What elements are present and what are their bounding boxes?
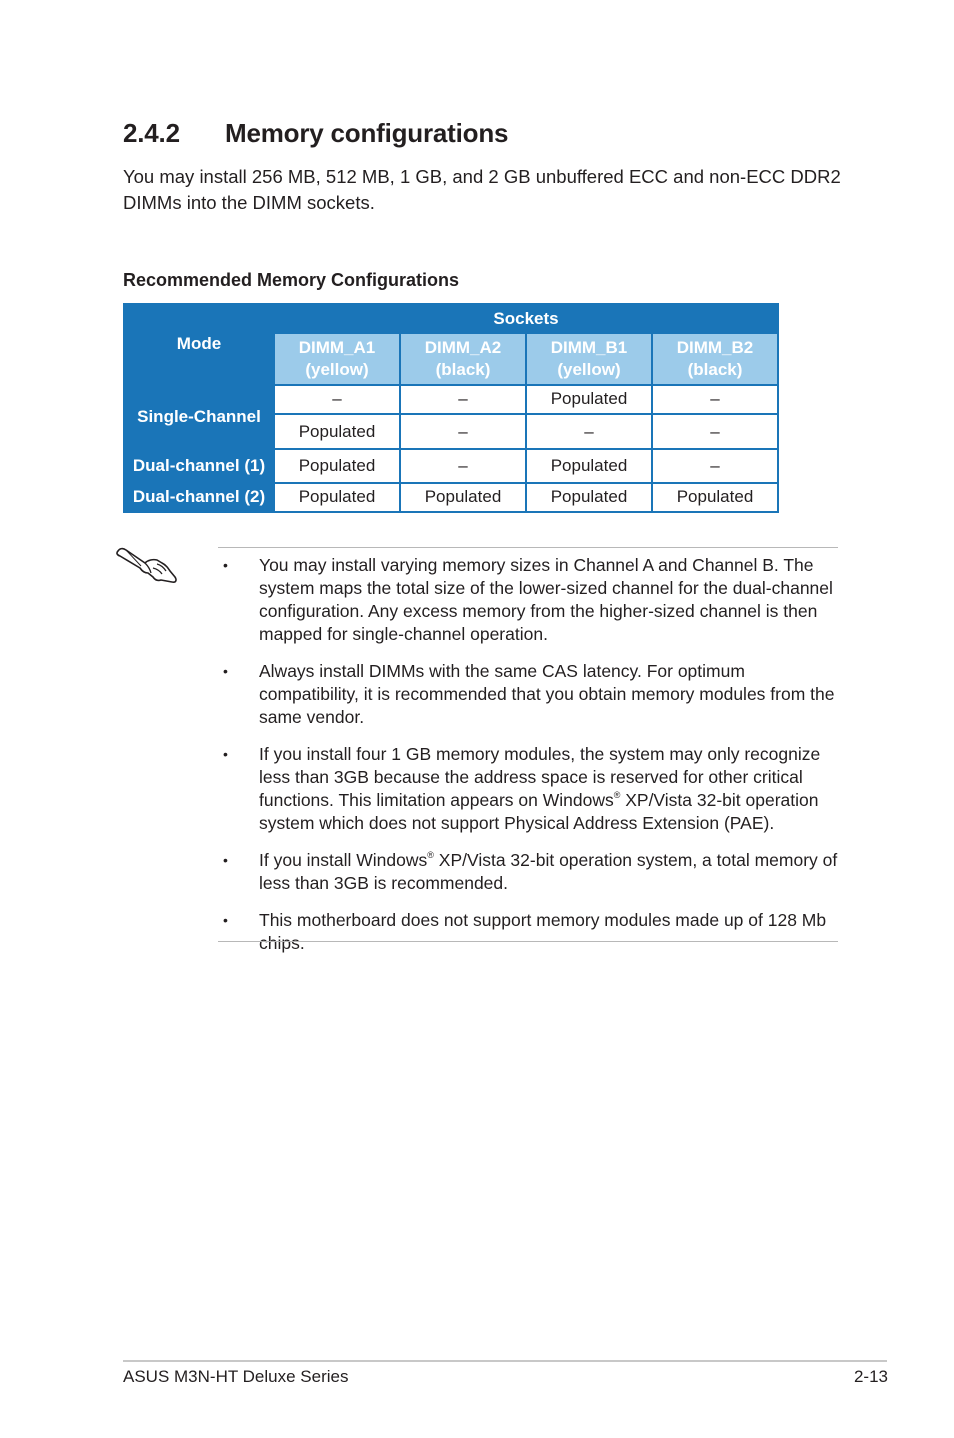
column-color: (black) bbox=[687, 360, 743, 380]
table-cell: Populated bbox=[527, 484, 651, 511]
bullet: • bbox=[223, 557, 228, 573]
table-cell: – bbox=[653, 386, 777, 413]
list-item bbox=[218, 743, 843, 835]
table-cell: Populated bbox=[401, 484, 525, 511]
column-name: DIMM_B2 bbox=[676, 338, 754, 358]
table-cell: – bbox=[401, 415, 525, 448]
bullet: • bbox=[223, 663, 228, 679]
mode-dual-channel-2: Dual-channel (2) bbox=[125, 484, 273, 511]
table-cell: Populated bbox=[275, 484, 399, 511]
table-cell: Populated bbox=[527, 450, 651, 481]
section-title: Memory configurations bbox=[225, 118, 509, 148]
table-cell: Populated bbox=[275, 450, 399, 481]
table-title: Recommended Memory Configurations bbox=[123, 270, 460, 290]
table-cell: – bbox=[527, 415, 651, 448]
column-header-dimm-b2 bbox=[653, 334, 777, 384]
footer-page-number: 2-13 bbox=[853, 1367, 888, 1386]
note-text: If you install Windows bbox=[259, 850, 428, 870]
column-header-dimm-b1 bbox=[527, 334, 651, 384]
column-color: (yellow) bbox=[557, 360, 621, 380]
column-header-dimm-a2 bbox=[401, 334, 525, 384]
table-cell: – bbox=[653, 415, 777, 448]
column-name: DIMM_A1 bbox=[298, 338, 376, 358]
note-top-rule bbox=[218, 547, 838, 548]
list-item bbox=[218, 909, 843, 955]
table-cell: – bbox=[401, 450, 525, 481]
footer-rule bbox=[123, 1360, 887, 1362]
table-cell: – bbox=[275, 386, 399, 413]
notes-list bbox=[218, 554, 843, 969]
table-cell: Populated bbox=[527, 386, 651, 413]
list-item bbox=[218, 660, 843, 729]
note-text: This motherboard does not support memory modules made up of 128 Mb chips. bbox=[259, 910, 827, 953]
table-row bbox=[125, 450, 777, 481]
sockets-header: Sockets bbox=[275, 305, 777, 332]
table-cell: – bbox=[401, 386, 525, 413]
note-text: XP/Vista 32-bit operation system, a total memory of less than 3GB is recommended. bbox=[259, 850, 838, 893]
list-item bbox=[218, 554, 843, 646]
column-color: (black) bbox=[435, 360, 491, 380]
column-header-dimm-a1 bbox=[275, 334, 399, 384]
registered-mark: ® bbox=[427, 850, 434, 860]
bullet: • bbox=[223, 912, 228, 928]
pointing-hand-icon bbox=[115, 544, 181, 586]
list-item bbox=[218, 849, 843, 895]
bullet: • bbox=[223, 852, 228, 868]
mode-header: Mode bbox=[125, 305, 273, 384]
section-number: 2.4.2 bbox=[123, 118, 180, 148]
note-text: If you install four 1 GB memory modules, the system may only recognize less than 3GB because the address space is reserved for other critical functions. This limitation appears on Windows bbox=[259, 744, 821, 810]
intro-paragraph: You may install 256 MB, 512 MB, 1 GB, and 2 GB unbuffered ECC and non-ECC DDR2 DIMMs into the DIMM sockets. bbox=[123, 166, 841, 213]
section-heading bbox=[123, 118, 508, 149]
table-cell: – bbox=[653, 450, 777, 481]
column-name: DIMM_A2 bbox=[424, 338, 502, 358]
column-color: (yellow) bbox=[305, 360, 369, 380]
column-name: DIMM_B1 bbox=[550, 338, 628, 358]
footer-product-name: ASUS M3N-HT Deluxe Series bbox=[123, 1367, 349, 1386]
table-cell: Populated bbox=[275, 415, 399, 448]
note-text: XP/Vista 32-bit operation system which does not support Physical Address Extension (PAE). bbox=[259, 790, 819, 833]
mode-dual-channel-1: Dual-channel (1) bbox=[125, 450, 273, 481]
bullet: • bbox=[223, 746, 228, 762]
mode-single-channel: Single-Channel bbox=[125, 386, 273, 449]
registered-mark: ® bbox=[613, 790, 621, 800]
note-text: You may install varying memory sizes in Channel A and Channel B. The system maps the total size of the lower-sized channel for the dual-channel configuration. Any excess memory from the higher-sized channel is then mapped for single-channel operation. bbox=[259, 555, 833, 644]
note-text: Always install DIMMs with the same CAS latency. For optimum compatibility, it is recommended that you obtain memory modules from the same vendor. bbox=[259, 661, 835, 727]
table-cell: Populated bbox=[653, 484, 777, 511]
memory-config-table bbox=[123, 303, 779, 513]
table-row bbox=[125, 386, 777, 413]
note-bottom-rule bbox=[218, 941, 838, 942]
table-row bbox=[125, 484, 777, 511]
